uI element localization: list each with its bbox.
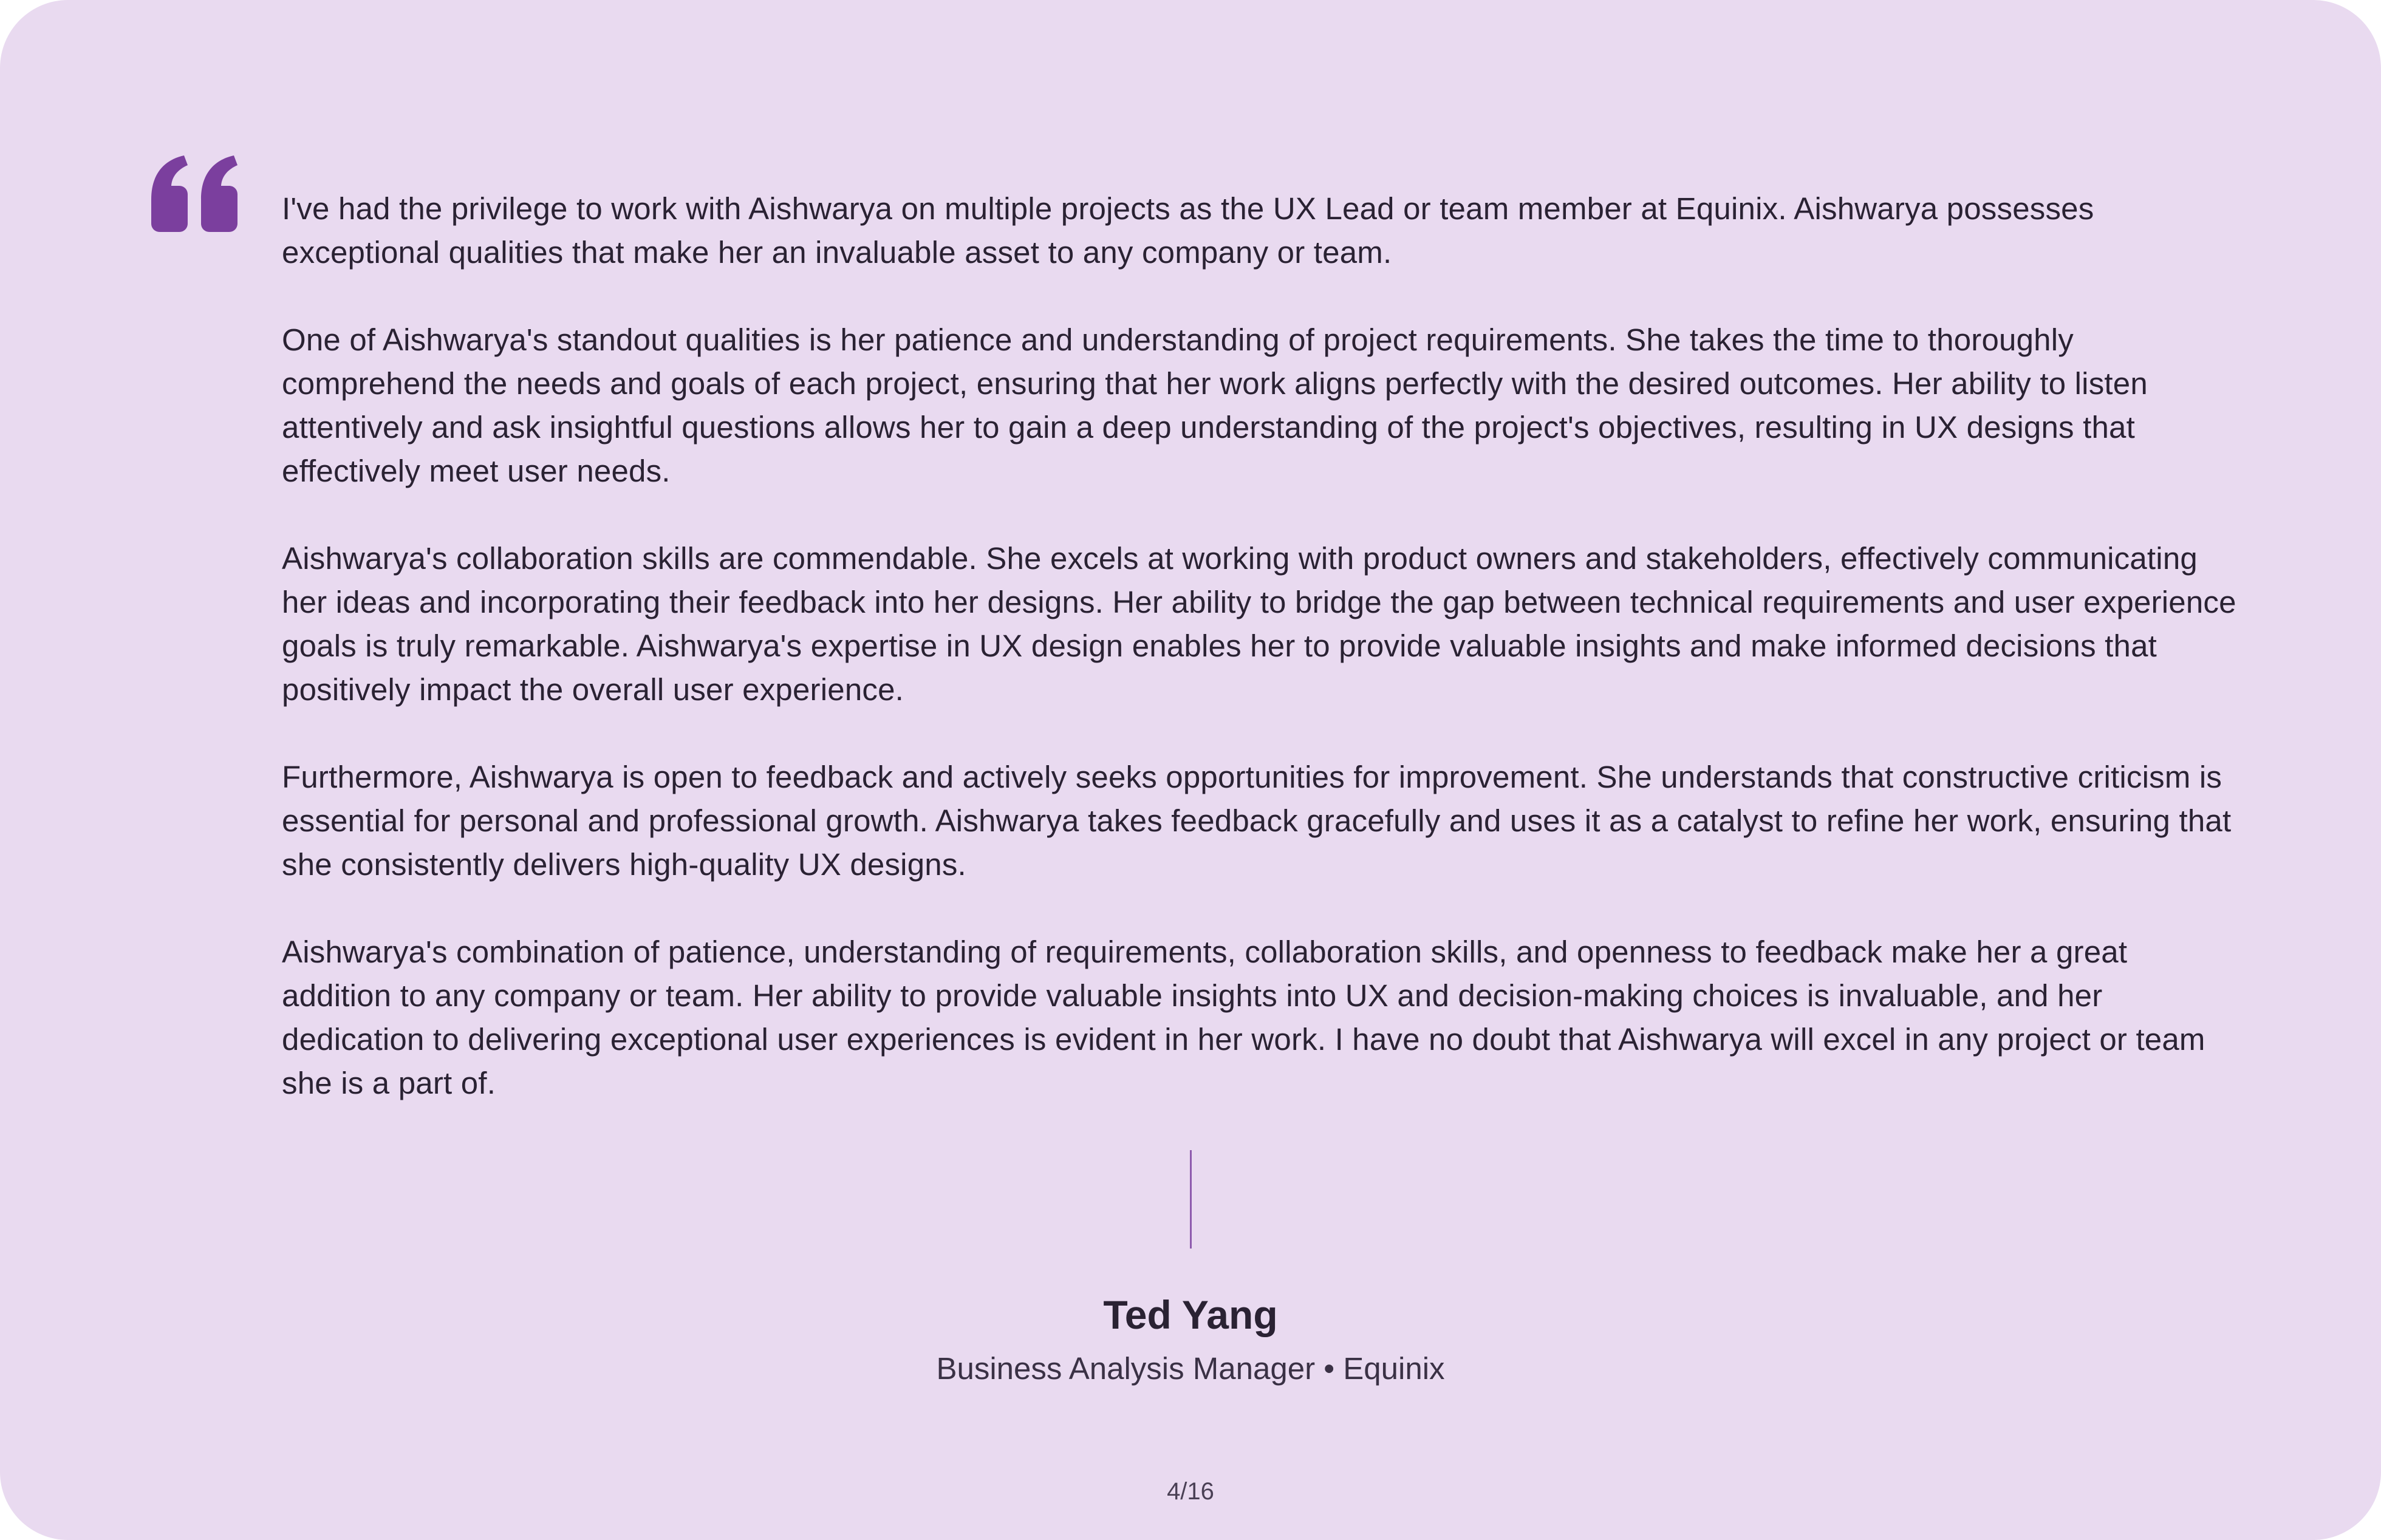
- author-name: Ted Yang: [1103, 1292, 1278, 1337]
- testimonial-paragraph: Aishwarya's collaboration skills are commendable. She excels at working with product owners and stakeholders, effectively communicating her ideas and incorporating their feedback into her designs. Her ability to bridge the gap between technical requirements and user experience goals is truly remarkable. Aishwarya's expertise in UX design enables her to provide valuable insights and make informed decisions that positively impact the overall user experience.: [282, 541, 2236, 707]
- page-indicator: 4/16: [1167, 1478, 1214, 1505]
- testimonial-paragraph: Furthermore, Aishwarya is open to feedback and actively seeks opportunities for improvement. She understands that constructive criticism is essential for personal and professional growth. Aishwarya takes feedback gracefully and uses it as a catalyst to refine her work, ensuring that she consistently delivers high-quality UX designs.: [282, 760, 2232, 882]
- quote-mark-left: [151, 155, 188, 232]
- testimonial-paragraph: One of Aishwarya's standout qualities is her patience and understanding of project requirements. She takes the time to thoroughly comprehend the needs and goals of each project, ensuring that her work aligns perfectly with the desired outcomes. Her ability to listen attentively and ask insightful questions allows her to gain a deep understanding of the project's objectives, resulting in UX designs that effectively meet user needs.: [282, 322, 2148, 488]
- testimonial-paragraph: Aishwarya's combination of patience, understanding of requirements, collaboration skills, and openness to feedback make her a great addition to any company or team. Her ability to provide valuable insights into UX and decision-making choices is invaluable, and her dedication to delivering exceptional user experiences is evident in her work. I have no doubt that Aishwarya will excel in any project or team she is a part of.: [282, 935, 2205, 1100]
- open-quote-icon: [149, 155, 240, 234]
- vertical-divider: [1190, 1150, 1192, 1249]
- author-role: Business Analysis Manager • Equinix: [936, 1351, 1445, 1386]
- testimonial-body: [282, 187, 2238, 1105]
- testimonial-paragraph: I've had the privilege to work with Aishwarya on multiple projects as the UX Lead or team member at Equinix. Aishwarya possesses exceptional qualities that make her an invaluable asset to any company or team.: [282, 191, 2094, 270]
- quote-mark-right: [201, 155, 237, 232]
